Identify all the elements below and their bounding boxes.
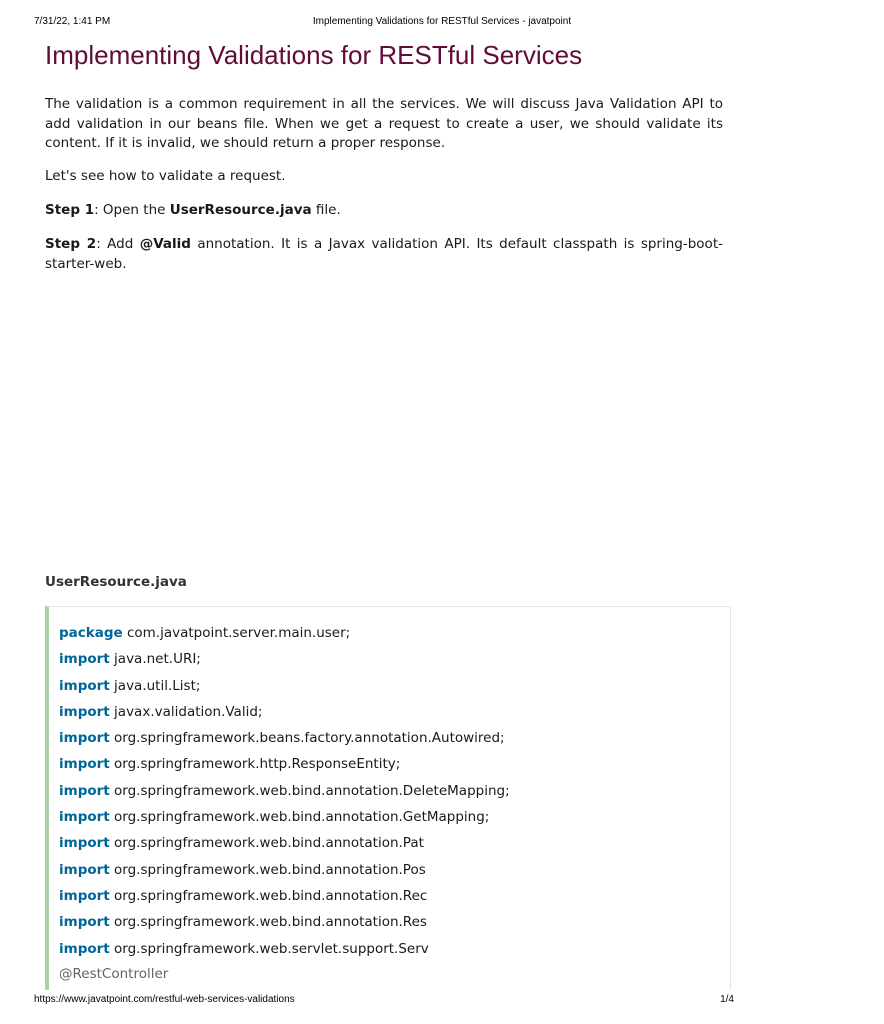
print-datetime: 7/31/22, 1:41 PM: [34, 16, 111, 27]
code-line: [59, 673, 427, 699]
code-keyword: import: [59, 887, 110, 904]
code-text: org.springframework.web.bind.annotation.Pat: [109, 835, 424, 852]
code-annotation-line: @RestController: [59, 966, 169, 982]
code-text: org.springframework.web.bind.annotation.Res: [109, 914, 427, 931]
code-line: [59, 883, 427, 909]
code-keyword: import: [59, 703, 110, 720]
code-line: [59, 751, 427, 777]
code-line: [59, 936, 427, 962]
print-page-number: 1/4: [720, 994, 734, 1005]
lead-paragraph: Let's see how to validate a request.: [45, 168, 286, 184]
code-text: com.javatpoint.server.main.user;: [122, 625, 351, 641]
code-keyword: import: [59, 940, 110, 957]
code-text: java.util.List;: [109, 677, 201, 694]
code-line: [59, 699, 427, 725]
code-keyword: import: [59, 677, 110, 694]
code-text: org.springframework.web.bind.annotation.DeleteMapping;: [109, 782, 510, 799]
code-text: javax.validation.Valid;: [109, 703, 263, 720]
step-2-paragraph: [45, 235, 723, 274]
code-keyword: import: [59, 835, 110, 852]
step-1-text-pre: : Open the: [94, 202, 170, 218]
code-line: [59, 725, 505, 751]
step-2-text-post: annotation. It is a Javax validation API. Its default classpath is spring-boot-starter-web.: [45, 236, 723, 272]
code-line: [59, 909, 427, 935]
step-1-text-post: file.: [311, 202, 341, 218]
code-keyword: import: [59, 809, 110, 826]
code-line: [59, 804, 490, 830]
code-line: [59, 646, 427, 672]
code-text: java.net.URI;: [109, 651, 201, 668]
code-lines: [59, 620, 510, 962]
step-2-annotation: @Valid: [139, 236, 191, 252]
code-keyword: import: [59, 651, 110, 668]
code-keyword: import: [59, 861, 110, 878]
code-text: org.springframework.web.bind.annotation.Rec: [109, 887, 428, 904]
step-1-label: Step 1: [45, 202, 95, 218]
code-text: org.springframework.web.bind.annotation.Pos: [109, 861, 426, 878]
step-2-label: Step 2: [45, 236, 97, 252]
step-2-text-pre: : Add: [96, 236, 140, 252]
code-filename-label: UserResource.java: [45, 574, 187, 590]
article-title: Implementing Validations for RESTful Services: [45, 40, 583, 70]
code-line: [59, 830, 427, 856]
code-keyword: package: [59, 625, 123, 641]
code-line: [59, 778, 510, 804]
intro-paragraph: The validation is a common requirement in all the services. We will discuss Java Validation API to add validation in our beans file. When we get a request to create a user, we should validate its content. If it is invalid, we should return a proper response.: [45, 96, 723, 151]
print-url: https://www.javatpoint.com/restful-web-services-validations: [34, 994, 295, 1005]
step-1-filename: UserResource.java: [169, 202, 312, 218]
code-text: org.springframework.beans.factory.annotation.Autowired;: [109, 730, 505, 747]
code-line: [59, 857, 427, 883]
code-keyword: import: [59, 756, 110, 773]
code-line: [59, 620, 427, 646]
code-keyword: import: [59, 782, 110, 799]
code-block: [45, 606, 731, 990]
code-text: org.springframework.web.bind.annotation.GetMapping;: [109, 809, 490, 826]
print-page-title: Implementing Validations for RESTful Services - javatpoint: [312, 16, 572, 27]
code-keyword: import: [59, 914, 110, 931]
code-text: org.springframework.web.servlet.support.Serv: [109, 940, 429, 957]
step-1-paragraph: [45, 201, 723, 221]
code-keyword: import: [59, 730, 110, 747]
code-text: org.springframework.http.ResponseEntity;: [109, 756, 401, 773]
